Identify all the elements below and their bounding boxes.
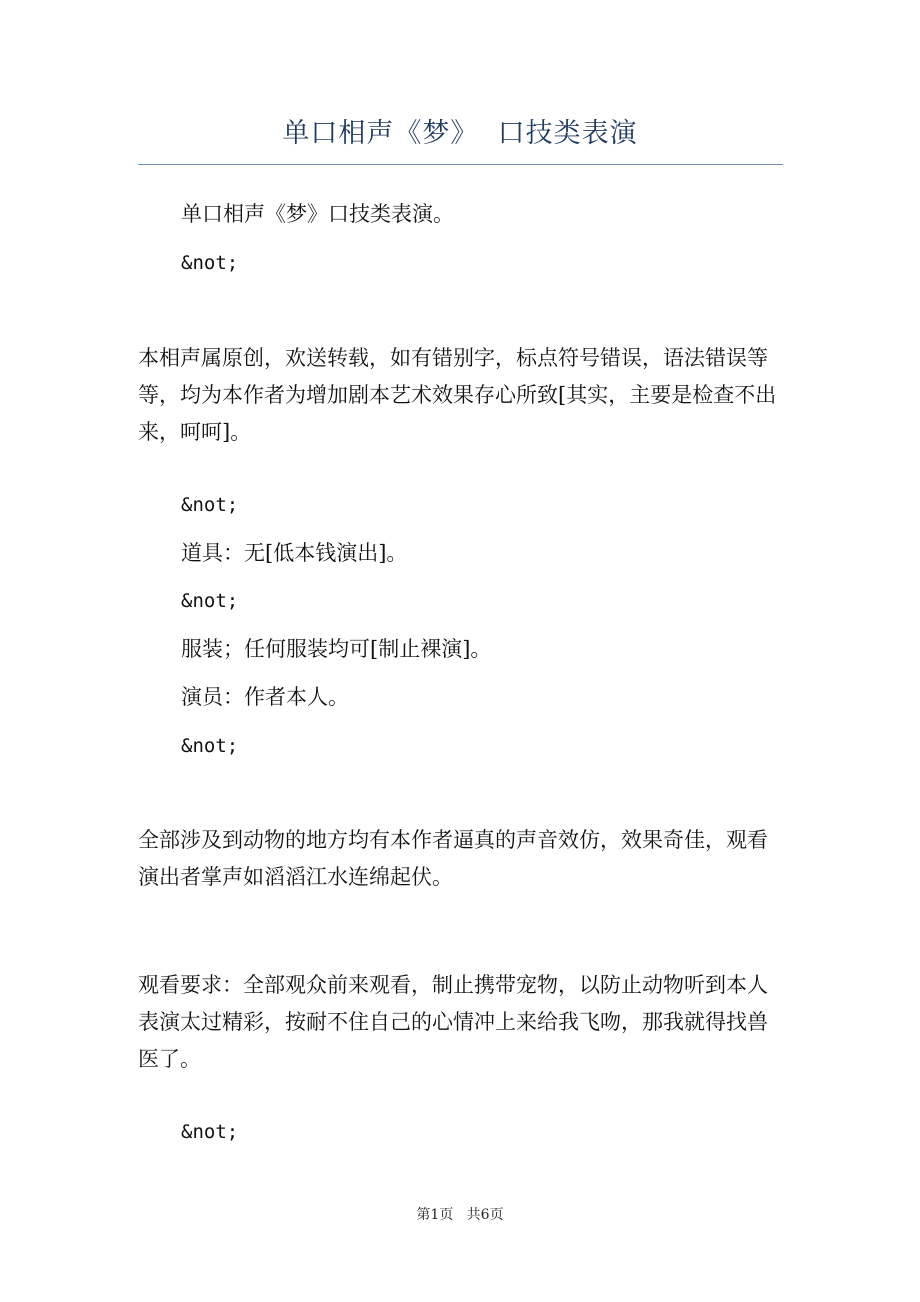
page-title: 单口相声《梦》 口技类表演 (282, 118, 638, 149)
title-divider (138, 164, 783, 165)
paragraph-not-5: &not; (181, 1121, 239, 1143)
paragraph-actor: 演员：作者本人。 (181, 685, 349, 709)
paragraph-animal-sounds: 全部涉及到动物的地方均有本作者逼真的声音效仿，效果奇佳，观看演出者掌声如滔滔江水连绵起伏。 (138, 828, 768, 889)
paragraph-original-notice: 本相声属原创，欢送转载，如有错别字，标点符号错误，语法错误等等，均为本作者为增加剧本艺术效果存心所致[其实，主要是检查不出来，呵呵]。 (138, 346, 777, 444)
paragraph-intro: 单口相声《梦》口技类表演。 (181, 202, 454, 226)
paragraph-costume: 服装；任何服装均可[制止裸演]。 (181, 637, 492, 661)
paragraph-props: 道具：无[低本钱演出]。 (181, 541, 408, 565)
paragraph-not-2: &not; (181, 494, 239, 516)
paragraph-not-3: &not; (181, 590, 239, 612)
page-footer: 第1页 共6页 (416, 1207, 504, 1223)
paragraph-not-4: &not; (181, 735, 239, 757)
paragraph-viewing-requirements: 观看要求：全部观众前来观看，制止携带宠物，以防止动物听到本人表演太过精彩，按耐不住自己的心情冲上来给我飞吻，那我就得找兽医了。 (138, 973, 768, 1071)
paragraph-not-1: &not; (181, 252, 239, 274)
